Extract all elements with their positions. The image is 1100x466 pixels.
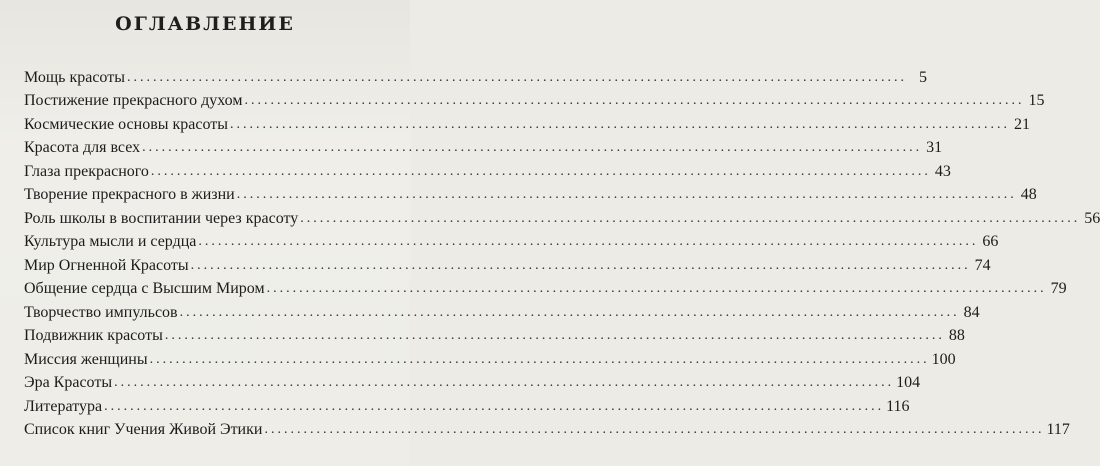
toc-entry-title: Подвижник красоты [24,327,163,344]
toc-leader-dots: ........................................................................................................................ [230,116,1011,132]
toc-leader-dots: ........................................................................................................................ [198,234,979,249]
toc-entry [24,182,1037,206]
toc-entry-page: 117 [1046,421,1070,438]
toc-entry [24,370,921,394]
toc-entry-page: 116 [886,397,910,415]
toc-entry-title: Список книг Учения Живой Этики [24,421,263,438]
toc-entry-title: Космические основы красоты [24,115,229,133]
toc-entry-page: 48 [1020,186,1037,203]
toc-entry-page: 100 [931,350,956,368]
toc-entry [24,346,956,370]
toc-entry-page: 43 [934,162,951,180]
toc-entry-page: 66 [982,233,999,250]
toc-leader-dots: ........................................................................................................................ [300,210,1081,226]
toc-entry-title: Творение прекрасного в жизни [24,186,235,203]
toc-entry-title: Постижение прекрасного духом [24,92,243,109]
toc-entry-page: 88 [948,327,965,344]
toc-leader-dots: ........................................................................................................................ [126,69,907,85]
toc-leader-dots: ........................................................................................................................ [266,281,1047,296]
toc-entry [24,323,965,347]
toc-entry [24,111,1031,135]
toc-leader-dots: ........................................................................................................................ [104,398,885,414]
toc-entry-title: Мир Огненной Красоты [24,256,189,274]
toc-entry [24,393,910,417]
toc-leader-dots: ........................................................................................................................ [149,351,930,367]
toc-entry-page: 104 [896,374,921,391]
toc-entry-title: Творчество импульсов [24,303,178,321]
page-title: ОГЛАВЛЕНИЕ [115,13,295,35]
toc-leader-dots: ........................................................................................................................ [114,375,895,390]
toc-entry-page: 74 [974,256,991,274]
toc-entry [24,88,1045,112]
toc-leader-dots: ........................................................................................................................ [236,187,1017,202]
toc-entry-page: 21 [1014,115,1031,133]
toc-leader-dots: ........................................................................................................................ [164,328,945,343]
toc-leader-dots: ........................................................................................................................ [244,93,1025,108]
toc-entry-title: Роль школы в воспитании через красоту [24,209,299,227]
table-of-contents [24,64,1100,440]
toc-entry-page: 5 [918,68,927,86]
toc-entry [24,205,1100,229]
toc-entry [24,252,991,276]
toc-entry-title: Глаза прекрасного [24,162,149,180]
toc-entry-title: Эра Красоты [24,374,113,391]
toc-entry-page: 84 [963,303,980,321]
toc-entry [24,299,980,323]
toc-leader-dots: ........................................................................................................................ [190,257,971,273]
toc-entry-page: 56 [1084,209,1100,227]
toc-entry [24,64,927,88]
toc-leader-dots: ........................................................................................................................ [264,422,1045,437]
toc-entry [24,229,999,253]
toc-entry [24,135,943,159]
toc-entry [24,417,1070,441]
toc-entry-title: Общение сердца с Высшим Миром [24,280,265,297]
toc-entry-title: Красота для всех [24,139,141,156]
toc-leader-dots: ........................................................................................................................ [150,163,931,179]
toc-entry [24,158,951,182]
toc-entry [24,276,1067,300]
toc-entry-title: Культура мысли и сердца [24,233,197,250]
toc-entry-page: 15 [1028,92,1045,109]
toc-entry-page: 79 [1050,280,1067,297]
toc-entry-page: 31 [926,139,943,156]
toc-entry-title: Миссия женщины [24,350,148,368]
toc-leader-dots: ........................................................................................................................ [179,304,960,320]
toc-leader-dots: ........................................................................................................................ [142,140,923,155]
toc-entry-title: Мощь красоты [24,68,125,86]
toc-entry-title: Литература [24,397,103,415]
